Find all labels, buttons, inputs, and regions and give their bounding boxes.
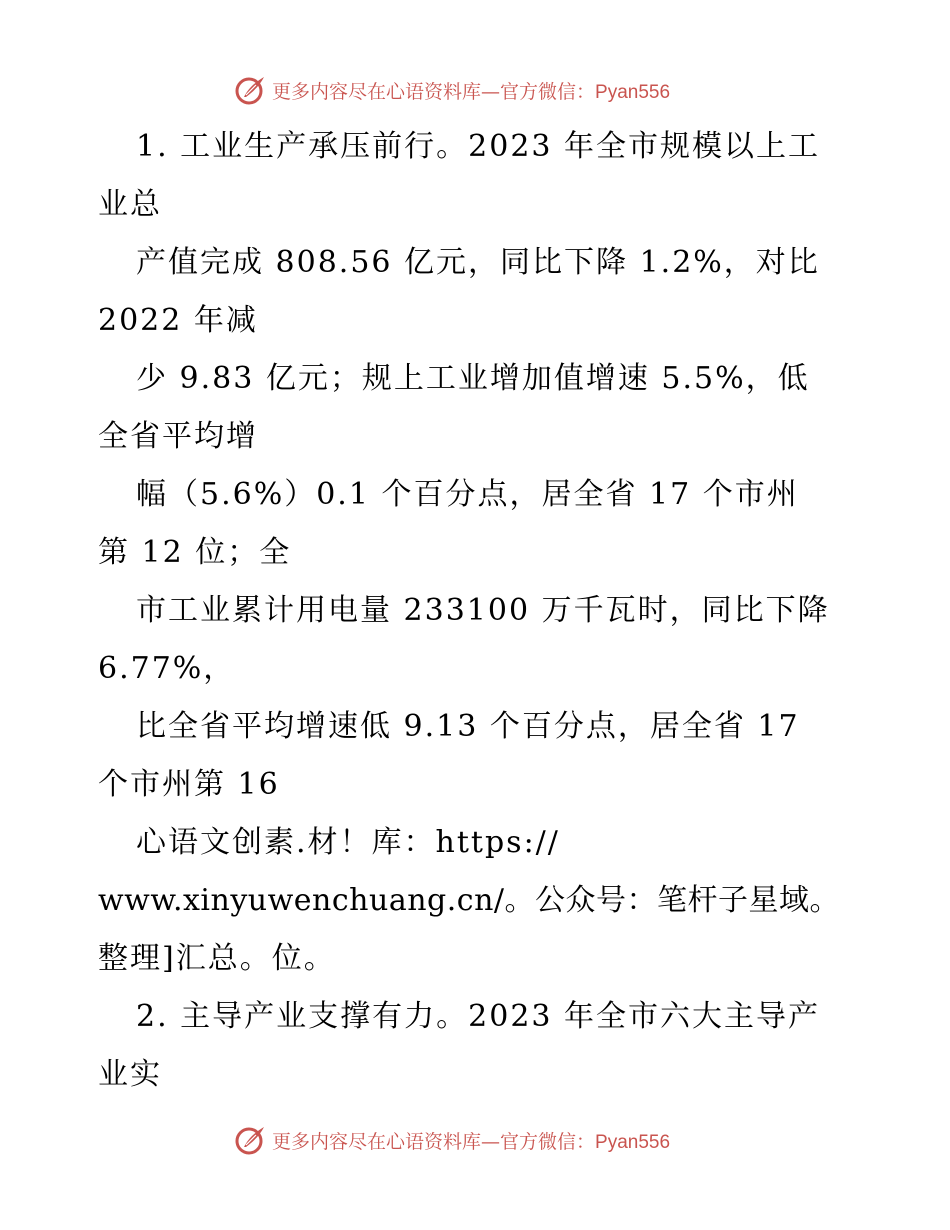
document-body bbox=[98, 118, 858, 1104]
watermark-header bbox=[234, 72, 670, 108]
text-line: 整理]汇总。位。 bbox=[98, 941, 336, 976]
text-line: www.xinyuwenchuang.cn/。公众号：笔杆子星域。 bbox=[98, 883, 840, 918]
text-line: 全省平均增 bbox=[98, 419, 258, 454]
text-line: 产值完成 808.56 亿元，同比下降 1.2%，对比 bbox=[136, 245, 820, 280]
text-line: 少 9.83 亿元；规上工业增加值增速 5.5%，低 bbox=[136, 361, 810, 396]
watermark-footer bbox=[234, 1122, 670, 1158]
watermark-wechat-id: Pyan556 bbox=[595, 1131, 671, 1153]
text-line: 业总 bbox=[98, 187, 162, 222]
text-line: 比全省平均增速低 9.13 个百分点，居全省 17 bbox=[136, 709, 800, 744]
text-line: 业实 bbox=[98, 1057, 162, 1092]
text-line: 2. 主导产业支撑有力。2023 年全市六大主导产 bbox=[136, 999, 821, 1034]
text-line: 幅（5.6%）0.1 个百分点，居全省 17 个市州 bbox=[136, 477, 799, 512]
feather-pen-logo-icon bbox=[234, 73, 268, 107]
text-line: 个市州第 16 bbox=[98, 767, 280, 802]
watermark-text: 更多内容尽在心语资料库—官方微信：Pyan556 bbox=[272, 80, 671, 103]
text-line: 心语文创素.材！库：https:// bbox=[136, 825, 560, 860]
text-line: 6.77%， bbox=[98, 651, 236, 686]
text-line: 第 12 位；全 bbox=[98, 535, 292, 570]
watermark-wechat-id: Pyan556 bbox=[595, 81, 671, 103]
watermark-text: 更多内容尽在心语资料库—官方微信：Pyan556 bbox=[272, 1130, 671, 1153]
text-line: 市工业累计用电量 233100 万千瓦时，同比下降 bbox=[136, 593, 830, 628]
text-line: 2022 年减 bbox=[98, 303, 258, 338]
text-line: 1. 工业生产承压前行。2023 年全市规模以上工 bbox=[136, 129, 821, 164]
feather-pen-logo-icon bbox=[234, 1123, 268, 1157]
